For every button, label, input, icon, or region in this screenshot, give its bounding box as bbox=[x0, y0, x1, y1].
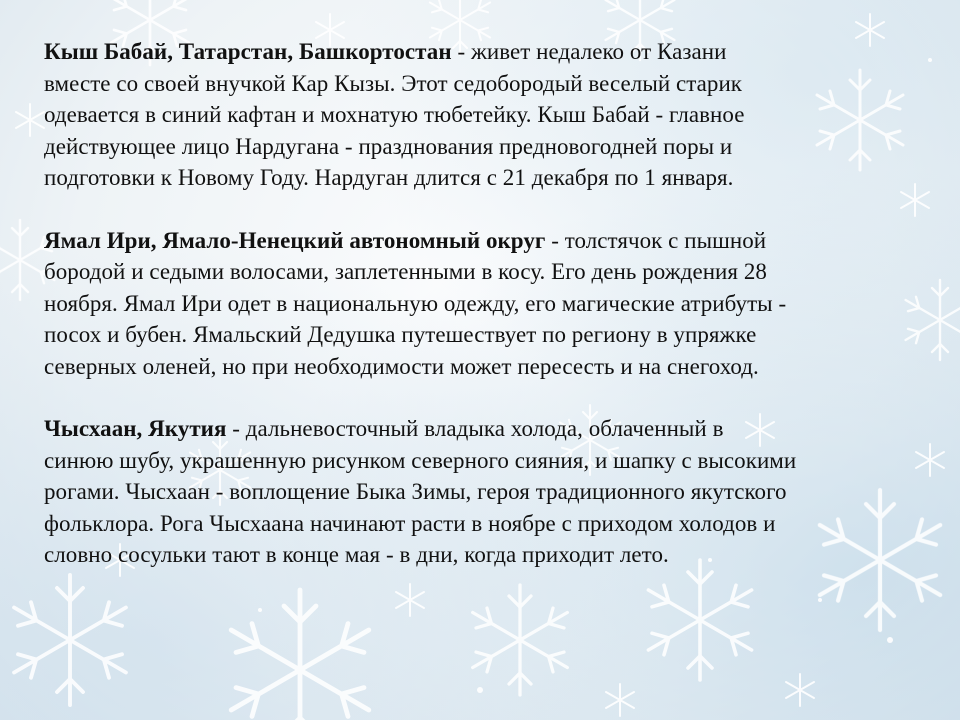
text-line: вместе со своей внучкой Кар Кызы. Этот седобородый веселый старик bbox=[44, 70, 743, 96]
text-line bbox=[44, 413, 924, 445]
text-line: подготовки к Новому Году. Нардуган длится с 21 декабря по 1 января. bbox=[44, 165, 734, 190]
text-line: ноября. Ямал Ири одет в национальную одежду, его магические атрибуты - bbox=[44, 290, 787, 316]
text-line: фольклора. Рога Чысхаана начинают расти в ноябре с приходом холодов и bbox=[44, 510, 776, 536]
heading-yamal-iri: Ямал Ири, Ямало-Ненецкий автономный округ bbox=[44, 227, 546, 253]
paragraph-yamal-iri bbox=[44, 225, 924, 383]
text-line: словно сосульки тают в конце мая - в дни, когда приходит лето. bbox=[44, 542, 669, 567]
heading-chyskhaan: Чысхаан, Якутия bbox=[44, 416, 227, 441]
paragraph-chyskhaan bbox=[44, 413, 924, 571]
text-line bbox=[44, 36, 924, 68]
paragraph-kysh-babai bbox=[44, 36, 924, 194]
text-line: рогами. Чысхаан - воплощение Быка Зимы, героя традиционного якутского bbox=[44, 479, 787, 504]
text-line: бородой и седыми волосами, заплетенными в косу. Его день рождения 28 bbox=[44, 259, 767, 284]
text-span: - толстячок с пышной bbox=[545, 227, 767, 253]
text-line: посох и бубен. Ямальский Дедушка путешествует по региону в упряжке bbox=[44, 322, 757, 347]
text-block bbox=[44, 36, 924, 602]
text-span: - дальневосточный владыка холода, облаченный в bbox=[226, 416, 724, 441]
text-line: синюю шубу, украшенную рисунком северного сияния, и шапку с высокими bbox=[44, 447, 797, 473]
text-line: северных оленей, но при необходимости может пересесть и на снегоход. bbox=[44, 353, 759, 379]
text-line bbox=[44, 225, 924, 257]
text-line: одевается в синий кафтан и мохнатую тюбетейку. Кыш Бабай - главное bbox=[44, 102, 745, 127]
text-span: - живет недалеко от Казани bbox=[451, 39, 727, 64]
text-line: действующее лицо Нардугана - празднования предновогодней поры и bbox=[44, 133, 733, 159]
heading-kysh-babai: Кыш Бабай, Татарстан, Башкортостан bbox=[44, 39, 452, 64]
